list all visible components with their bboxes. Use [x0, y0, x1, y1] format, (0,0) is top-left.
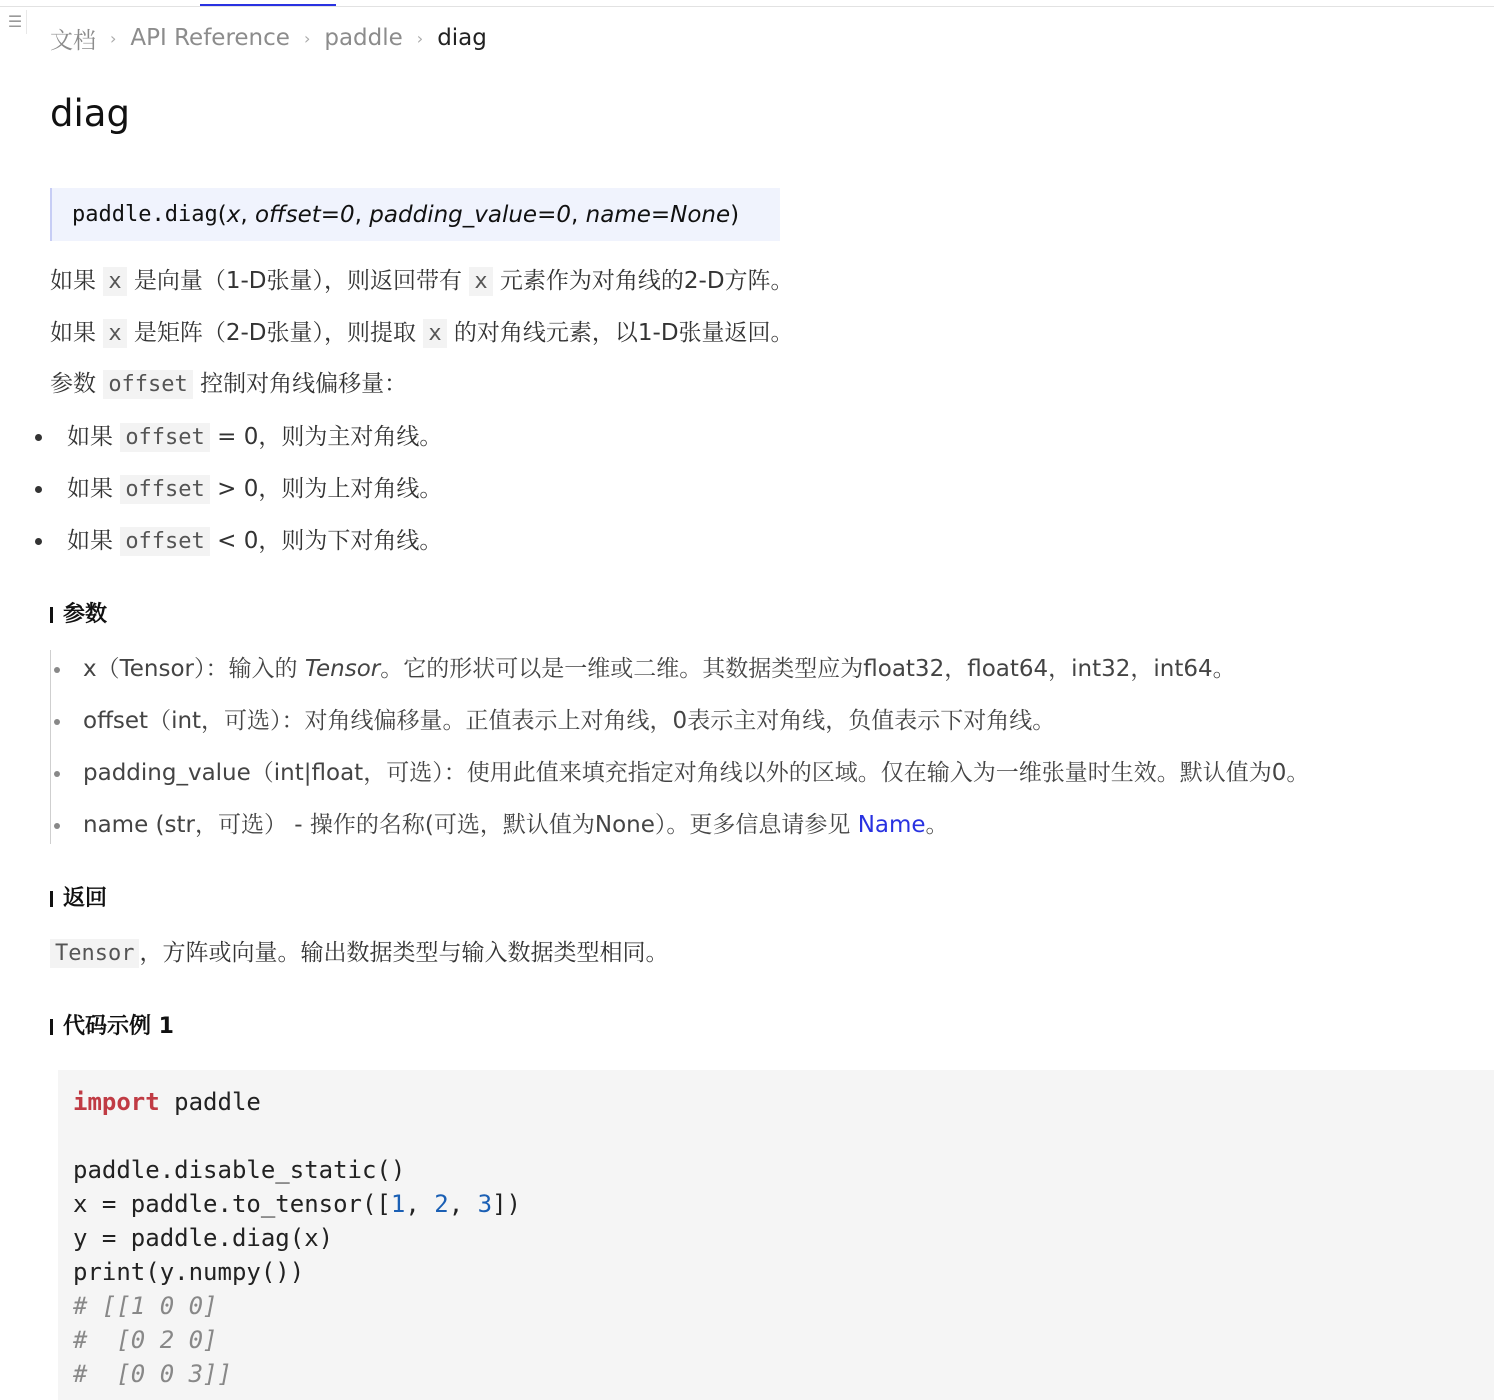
text: 控制对角线偏移量： [200, 371, 408, 397]
code-text: paddle [159, 1088, 261, 1116]
signature-param-offset: offset=0 [254, 201, 355, 228]
returns-description [50, 936, 668, 971]
inline-code-x: x [103, 267, 126, 296]
inline-code-offset: offset [120, 527, 209, 556]
inline-code-x: x [423, 319, 446, 348]
code-number: 3 [477, 1190, 493, 1218]
text: x（Tensor）：输入的 [83, 656, 305, 682]
text: offset（int，可选）：对角线偏移量。正值表示上对角线，0表示主对角线，负值表示下对角线。 [83, 708, 1056, 734]
signature-param-name: name=None [585, 201, 731, 228]
chevron-right-icon: › [303, 28, 311, 48]
text: 是矩阵（2-D张量），则提取 [133, 320, 417, 346]
code-example-block[interactable] [58, 1070, 1494, 1400]
inline-code-x: x [103, 319, 126, 348]
code-line: y = paddle.diag(x) [73, 1224, 334, 1252]
section-heading-label: 代码示例 1 [63, 1014, 174, 1039]
code-text: , [448, 1190, 478, 1218]
list-item [30, 420, 442, 472]
page-title: diag [50, 92, 130, 135]
inline-code-offset: offset [120, 423, 209, 452]
text: 如果 [67, 476, 113, 502]
code-number: 1 [390, 1190, 406, 1218]
param-item-x [51, 650, 1491, 702]
code-keyword: import [73, 1088, 160, 1116]
signature-open-paren: ( [217, 201, 227, 228]
section-heading-label: 返回 [63, 886, 108, 911]
text: 的对角线元素，以1-D张量返回。 [453, 320, 794, 346]
signature-func-name: paddle.diag [72, 202, 218, 227]
chevron-right-icon: › [110, 28, 117, 48]
offset-rules-list [30, 420, 442, 576]
heading-bar [50, 607, 53, 623]
text: 如果 [50, 268, 96, 294]
param-item-name [51, 806, 1491, 858]
text: 元素作为对角线的2-D方阵。 [499, 268, 794, 294]
description-line-3 [50, 367, 407, 402]
breadcrumb [50, 20, 487, 56]
text: Tensor [304, 656, 381, 682]
text: 参数 [50, 371, 96, 397]
function-signature: paddle.diag ( x , offset=0 , padding_value=0 , name=None ) [50, 188, 780, 241]
breadcrumb-item-docs[interactable]: 文档 [50, 27, 96, 54]
code-comment: # [0 2 0] [73, 1326, 218, 1354]
description-line-2 [50, 316, 794, 351]
section-heading-label: 参数 [63, 602, 108, 627]
code-comment: # [0 0 3]] [73, 1360, 232, 1388]
list-item [30, 524, 442, 576]
text: 是向量（1-D张量），则返回带有 [133, 268, 463, 294]
signature-close-paren: ) [730, 201, 740, 228]
text: < 0，则为下对角线。 [217, 528, 443, 554]
params-list [50, 650, 1491, 844]
name-link[interactable]: Name [857, 812, 926, 838]
param-item-padding-value [51, 754, 1491, 806]
breadcrumb-current: diag [437, 25, 487, 51]
text: ，方阵或向量。输出数据类型与输入数据类型相同。 [139, 940, 669, 966]
active-nav-indicator [200, 4, 336, 6]
code-text: ]) [492, 1190, 521, 1218]
text: name (str，可选） - 操作的名称(可选，默认值为None）。更多信息请参见 [83, 812, 858, 838]
section-heading-returns [50, 884, 107, 914]
inline-code-tensor: Tensor [50, 939, 139, 968]
signature-param-padding-value: padding_value=0 [369, 201, 571, 228]
code-line-blank [73, 1119, 1494, 1153]
text: 。它的形状可以是一维或二维。其数据类型应为float32，float64，int32，int64。 [380, 656, 1236, 682]
code-comment: # [[1 0 0] [73, 1292, 218, 1320]
code-line [73, 1187, 1494, 1221]
text: > 0，则为上对角线。 [217, 476, 443, 502]
chevron-right-icon: › [416, 28, 424, 48]
code-line: print(y.numpy()) [73, 1258, 305, 1286]
inline-code-offset: offset [120, 475, 209, 504]
list-item [30, 472, 442, 524]
breadcrumb-item-api-reference[interactable]: API Reference [130, 25, 290, 51]
section-heading-params [50, 600, 107, 630]
code-line [73, 1085, 1494, 1119]
text: 如果 [67, 424, 113, 450]
code-line: paddle.disable_static() [73, 1156, 406, 1184]
text: 如果 [67, 528, 113, 554]
inline-code-offset: offset [103, 370, 192, 399]
heading-bar [50, 1019, 53, 1035]
param-item-offset [51, 702, 1491, 754]
code-text: x = paddle.to_tensor([ [73, 1190, 391, 1218]
section-heading-example [50, 1012, 174, 1042]
inline-code-x: x [469, 267, 492, 296]
code-number: 2 [434, 1190, 449, 1218]
text: padding_value（int|float，可选）：使用此值来填充指定对角线以外的区域。仅在输入为一维张量时生效。默认值为0。 [83, 760, 1310, 786]
text: 如果 [50, 320, 96, 346]
heading-bar [50, 891, 53, 907]
code-text: , [405, 1190, 435, 1218]
signature-param-x: x [226, 201, 241, 228]
toc-toggle-icon[interactable]: ☰ [4, 10, 27, 34]
text: 。 [925, 812, 949, 838]
description-line-1 [50, 264, 794, 299]
breadcrumb-item-paddle[interactable]: paddle [324, 25, 403, 51]
text: = 0，则为主对角线。 [217, 424, 443, 450]
